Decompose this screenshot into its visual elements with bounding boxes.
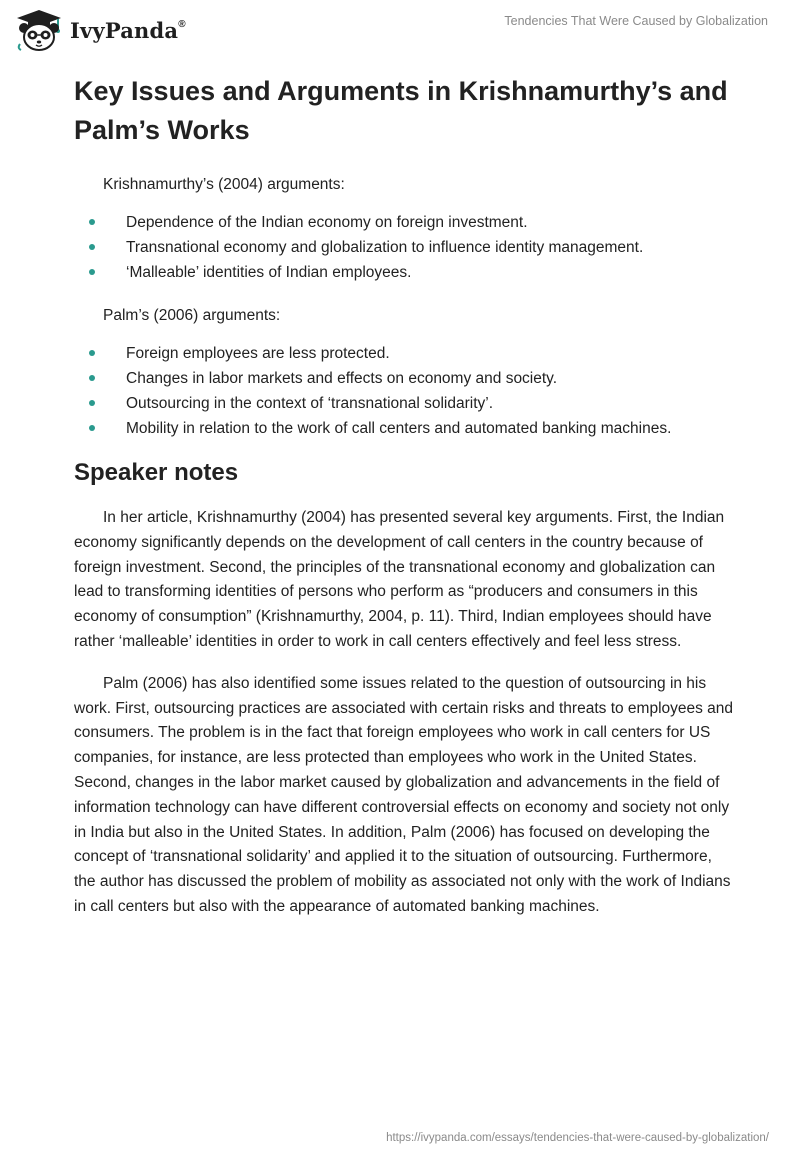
source-url[interactable]: https://ivypanda.com/essays/tendencies-that-were-caused-by-globalization/ [386,1132,769,1144]
bullet-list-palm [74,341,734,441]
list-item: Changes in labor markets and effects on economy and society. [74,366,734,391]
brand-logo[interactable] [14,8,186,52]
registered-mark: ® [178,18,186,30]
bullet-list-krishnamurthy [74,210,734,285]
body-paragraph: Palm (2006) has also identified some issues related to the question of outsourcing in his work. First, outsourcing practices are associated with certain risks and threats to employees and consumers. The problem is in the fact that foreign employees who work in call centers for US companies, for instance, are less protected than employees who work in the United States. Second, changes in the labor market caused by globalization and advancements in the field of information technology can have different controversial effects on economy and society not only in India but also in the United States. In addition, Palm (2006) has focused on developing the concept of ‘transnational solidarity’ and applied it to the situation of outsourcing. Furthermore, the author has discussed the problem of mobility as associated not only with the work of Indians in call centers but also with the appearance of automated banking machines. [74,674,734,915]
brand-name: IvyPanda® [70,17,186,43]
list-item: Foreign employees are less protected. [74,341,734,366]
list-item: Outsourcing in the context of ‘transnational solidarity’. [74,391,734,416]
list-item: Mobility in relation to the work of call centers and automated banking machines. [74,416,734,441]
section-heading: Speaker notes [74,459,239,486]
body-paragraph: In her article, Krishnamurthy (2004) has presented several key arguments. First, the Indian economy significantly depends on the development of call centers in the country because of foreign investment. Second, the principles of the transnational economy and globalization can lead to transforming identities of persons who perform as “producers and consumers in this economy of consumption” (Krishnamurthy, 2004, p. 11). Third, Indian employees should have rather ‘malleable’ identities in order to work in call centers effectively and feel less stress. [74,509,725,650]
list-intro-palm: Palm’s (2006) arguments: [103,307,281,324]
article-body [74,72,734,920]
list-item: ‘Malleable’ identities of Indian employees. [74,260,734,285]
page-title: Key Issues and Arguments in Krishnamurthy’s and Palm’s Works [74,76,728,145]
document-title: Tendencies That Were Caused by Globalization [504,14,768,28]
page-header [0,0,800,64]
panda-graduate-icon [14,8,64,52]
list-item: Transnational economy and globalization to influence identity management. [74,235,734,260]
list-intro-krishnamurthy: Krishnamurthy’s (2004) arguments: [103,176,345,193]
list-item: Dependence of the Indian economy on foreign investment. [74,210,734,235]
